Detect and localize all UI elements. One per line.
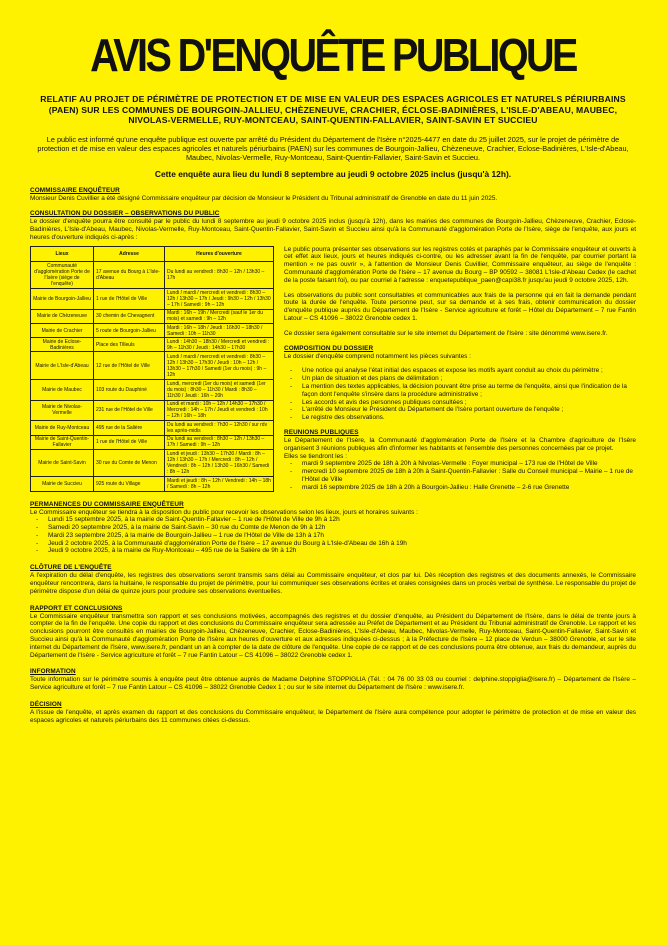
list-item: - Jeudi 2 octobre 2025, à la Communauté d'agglomération Porte de l'Isère – 17 avenue du Bourg à L'Isle-d'Abeau de 16h à 19h <box>48 540 636 548</box>
address-cell: 103 route du Dauphiné <box>94 379 165 400</box>
list-item: - Jeudi 9 octobre 2025, à la mairie de Ruy-Montceau – 495 rue de la Salière de 9h à 12h <box>48 547 636 555</box>
text-website: Ce dossier sera également consultable sur le site internet du Département de l'Isère : site dénommé www.isere.fr. <box>284 329 608 337</box>
list-item: - L'arrêté de Monsieur le Président du Département de l'Isère portant ouverture de l'enquête ; <box>302 406 636 414</box>
place-cell: Mairie de Maubec <box>31 379 94 400</box>
list-item: - Le registre des observations. <box>302 414 636 422</box>
list-item: - Lundi 15 septembre 2025, à la mairie de Saint-Quentin-Fallavier – 1 rue de l'Hôtel de Ville de 9h à 12h <box>48 516 636 524</box>
address-cell: 925 route du Village <box>94 477 165 491</box>
table-header: Adresse <box>94 246 165 261</box>
notice-title: AVIS D'ENQUÊTE PUBLIQUE <box>90 29 576 81</box>
heading-cloture: CLÔTURE DE L'ENQUÊTE <box>30 564 112 572</box>
text-communication: Les observations du public sont consultables et communicables aux frais de la personne qui en fait la demande pendant toute la durée de l'enquête. Toute personne peut, sur sa demande et à ses frais, obtenir communication du dossier d'enquête publique auprès du Département de l'Isère - Service agriculture et forêt – Hôtel du Département – 7 rue Fantin Latour – CS 41096 – 38022 Grenoble cedex 1. <box>284 291 636 322</box>
table-row <box>31 288 274 309</box>
place-cell: Mairie de Bourgoin-Jallieu <box>31 288 94 309</box>
text-reunions: Le Département de l'Isère, la Communauté d'agglomération Porte de l'Isère et la Chambre d'agriculture de l'Isère organisent 3 réunions publiques afin d'informer les habitants et l'ensemble des personnes concernées par ce projet. <box>284 436 636 452</box>
section-decision <box>30 701 636 725</box>
table-row <box>31 338 274 352</box>
address-cell: 495 rue de la Salière <box>94 421 165 435</box>
table-row <box>31 400 274 421</box>
permanence-list <box>30 516 636 555</box>
section-permanences <box>30 501 636 556</box>
section-reunions <box>284 429 636 492</box>
address-cell: 30 rue du Comte de Menon <box>94 449 165 476</box>
notice-dates: Cette enquête aura lieu du lundi 8 septembre au jeudi 9 octobre 2025 inclus (jusqu'à 12h). <box>154 169 512 180</box>
text-reunions-lead: Elles se tiendront les : <box>284 452 347 460</box>
text-observations: Le public pourra présenter ses observations sur les registres cotés et paraphés par le Commissaire enquêteur et ouverts à cet effet aux lieux, jours et heures indiqués ci-contre, ou les adresser avant la fin de l'enquête, par courrier portant la mention « ne pas ouvrir », à l'attention de Monsieur Denis Cuvillier, Commissaire enquêteur, au siège de l'enquête : Communauté d'agglomération Porte de l'Isère – 17 avenue du Bourg – BP 90592 – 38081 L'Isle-d'Abeau Cedex (le cachet de la poste faisant foi), ou par courriel à l'adresse : enquetepublique_paen@capi38.fr jusqu'au jeudi 9 octobre 2025, 12h. <box>284 245 636 284</box>
hours-cell: Du lundi au vendredi : 8h30 – 12h / 13h30 – 17h / Samedi : 9h – 12h <box>165 435 274 449</box>
address-cell: 17 avenue du Bourg à L'Isle-d'Abeau <box>94 261 165 288</box>
list-item: - Une notice qui analyse l'état initial des espaces et expose les motifs ayant conduit au choix du périmètre ; <box>302 367 636 375</box>
section-consultation <box>30 210 636 491</box>
text-consultation: Le dossier d'enquête pourra être consulté par le public du lundi 8 septembre au jeudi 9 octobre 2025 inclus (jusqu'à 12h), dans les mairies des communes de Bourgoin-Jallieu, Chèzeneuve, Crachier, Eclose-Badinières, L'Isle-d'Abeau, Maubec, Nivolas-Vermelle, Ruy-Montceau, Saint-Quentin-Fallavier, Saint-Savin et Succieu ainsi qu'à la Communauté d'agglomération Porte de l'Isère, siège de l'enquête, aux jours et heures d'ouverture indiqués ci-après : <box>30 218 636 241</box>
reunion-list <box>284 460 636 491</box>
table-row <box>31 309 274 323</box>
hours-cell: Lundi, mercredi (1er du mois) et samedi (1er du mois) : 8h30 – 11h30 / Mardi : 8h30 – 11h30 / Jeudi : 16h – 20h <box>165 379 274 400</box>
address-cell: 1 rue de l'Hôtel de Ville <box>94 435 165 449</box>
table-row <box>31 477 274 491</box>
hours-cell: Du lundi au vendredi : 8h30 – 12h / 13h30 – 17h <box>165 261 274 288</box>
text-cloture: A l'expiration du délai d'enquête, les registres des observations seront transmis sans délai au Commissaire enquêteur, et clos par lui. Dès réception des registres et des documents annexés, le Commissaire enquêteur rencontrera, dans la huitaine, le responsable du projet de périmètre, pour lui communiquer ses observations écrites et orales consignées dans un procès verbal de synthèse. Le responsable du projet de périmètre dispose d'un délai de quinze jours pour produire ses observations éventuelles. <box>30 572 636 595</box>
composition-list <box>284 367 636 422</box>
table-row <box>31 261 274 288</box>
hours-cell: Mardi : 16h – 18h / Jeudi : 16h30 – 18h30 / Samedi : 10h – 11h30 <box>165 323 274 337</box>
text-permanences: Le Commissaire enquêteur se tiendra à la disposition du public pour recevoir les observations selon les lieux, jours et horaires suivants : <box>30 508 418 516</box>
notice-subtitle: RELATIF AU PROJET DE PÉRIMÈTRE DE PROTECTION ET DE MISE EN VALEUR DES ESPACES AGRICOLES ET NATURELS PÉRIURBAINS (PAEN) SUR LES COMMUNES DE BOURGOIN-JALLIEU, CHÈZENEUVE, CRACHIER, ÉCLOSE-BADINIÈRES, L'ISLE-D'ABEAU, MAUBEC, NIVOLAS-VERMELLE, RUY-MONTCEAU, SAINT-QUENTIN-FALLAVIER, SAINT-SAVIN ET SUCCIEU <box>40 94 626 125</box>
section-cloture <box>30 564 636 595</box>
text-commissaire: Monsieur Denis Cuvillier a été désigné Commissaire enquêteur par décision de Monsieur le Président du Tribunal administratif de Grenoble en date du 11 juin 2025. <box>30 195 498 203</box>
hours-cell: Mardi et jeudi : 8h – 12h / Vendredi : 14h – 18h / Samedi : 8h – 12h <box>165 477 274 491</box>
place-cell: Mairie de Crachier <box>31 323 94 337</box>
text-decision: A l'issue de l'enquête, et après examen du rapport et des conclusions du Commissaire enquêteur, le Département de l'Isère aura compétence pour adopter le périmètre de protection et de mise en valeur des espaces agricoles et naturels périurbains des 11 communes citées ci-dessus. <box>30 709 636 724</box>
place-cell: Mairie de Saint-Quentin-Fallavier <box>31 435 94 449</box>
table-header: Lieux <box>31 246 94 261</box>
section-rapport <box>30 605 636 660</box>
list-item: - mardi 16 septembre 2025 de 18h à 20h à Bourgoin-Jallieu : Halle Grenette – 2-6 rue Grenette <box>302 484 636 492</box>
place-cell: Mairie de Ruy-Montceau <box>31 421 94 435</box>
list-item: - La mention des textes applicables, la décision pouvant être prise au terme de l'enquête, ainsi que l'indication de la façon dont l'enquête s'insère dans la procédure administrative ; <box>302 383 636 399</box>
table-header: Heures d'ouverture <box>165 246 274 261</box>
section-commissaire <box>30 187 636 203</box>
list-item: - Samedi 20 septembre 2025, à la mairie de Saint-Savin – 30 rue du Comte de Menon de 9h à 12h <box>48 524 636 532</box>
table-row <box>31 379 274 400</box>
list-item: - Les accords et avis des personnes publiques consultées ; <box>302 399 636 407</box>
heading-commissaire: COMMISSAIRE ENQUÊTEUR <box>30 187 120 195</box>
place-cell: Mairie de Nivolas-Vermelle <box>31 400 94 421</box>
place-cell: Mairie de L'Isle-d'Abeau <box>31 352 94 379</box>
list-item: - mardi 9 septembre 2025 de 18h à 20h à Nivolas-Vermelle : Foyer municipal – 173 rue de l'Hôtel de Ville <box>302 460 636 468</box>
opening-hours-table <box>30 246 274 492</box>
heading-consultation: CONSULTATION DU DOSSIER – OBSERVATIONS DU PUBLIC <box>30 210 220 218</box>
table-row <box>31 323 274 337</box>
address-cell: 30 chemin de Chevagnent <box>94 309 165 323</box>
address-cell: 231 rue de l'Hôtel de Ville <box>94 400 165 421</box>
heading-permanences: PERMANENCES DU COMMISSAIRE ENQUÊTEUR <box>30 500 184 508</box>
hours-cell: Lundi / mardi / mercredi et vendredi : 8h30 – 12h / 13h30 – 17h / Jeudi : 9h30 – 12h / 13h30 – 17h / Samedi : 9h – 12h <box>165 288 274 309</box>
address-cell: 5 route de Bourgoin-Jallieu <box>94 323 165 337</box>
hours-cell: Lundi : 14h30 – 18h30 / Mercredi et vendredi : 9h – 11h30 / Jeudi : 14h30 – 17h30 <box>165 338 274 352</box>
heading-decision: DÉCISION <box>30 701 62 709</box>
place-cell: Mairie de Saint-Savin <box>31 449 94 476</box>
place-cell: Communauté d'agglomération Porte de l'Isère (siège de l'enquête) <box>31 261 94 288</box>
list-item: - Un plan de situation et des plans de délimitation ; <box>302 375 636 383</box>
list-item: - mercredi 10 septembre 2025 de 18h à 20h à Saint-Quentin-Fallavier : Salle du Conseil municipal – Mairie – 1 rue de l'Hôtel de Ville <box>302 468 636 484</box>
notice-intro: Le public est informé qu'une enquête publique est ouverte par arrêté du Président du Département de l'Isère n°2025-4477 en date du 25 juillet 2025, sur le projet de périmètre de protection et de mise en valeur des espaces agricoles et naturels périurbains (PAEN) sur les communes de Bourgoin-Jallieu, Chèzeneuve, Crachier, Eclose-Badinières, L'Isle-d'Abeau, Maubec, Nivolas-Vermelle, Ruy-Montceau, Saint-Quentin-Fallavier, Saint-Savin et Succieu. <box>37 134 629 163</box>
table-row <box>31 421 274 435</box>
table-row <box>31 449 274 476</box>
text-composition: Le dossier d'enquête comprend notamment les pièces suivantes : <box>284 352 471 360</box>
hours-cell: Lundi et mardi : 10h – 12h / 14h30 – 17h30 / Mercredi : 14h – 17h / Jeudi et vendredi : 10h – 12h / 16h – 18h <box>165 400 274 421</box>
text-information: Toute information sur le périmètre soumis à enquête peut être obtenue auprès de Madame Delphine STOPPIGLIA (Tél. : 04 76 00 33 03 ou courriel : delphine.stoppiglia@isere.fr) – Département de l'Isère – Service agriculture et forêt – 7 rue Fantin Latour – CS 41096 – 38022 Grenoble Cedex 1 ; ou sur le site internet du Département de l'Isère : www.isere.fr. <box>30 676 636 692</box>
heading-reunions: REUNIONS PUBLIQUES <box>284 428 359 436</box>
place-cell: Mairie de Eclose-Badinières <box>31 338 94 352</box>
heading-information: INFORMATION <box>30 668 76 676</box>
observations-column <box>284 246 636 492</box>
place-cell: Mairie de Chèzeneuve <box>31 309 94 323</box>
address-cell: 12 rue de l'Hôtel de Ville <box>94 352 165 379</box>
address-cell: Place des Tilleuls <box>94 338 165 352</box>
address-cell: 1 rue de l'Hôtel de Ville <box>94 288 165 309</box>
list-item: - Mardi 23 septembre 2025, à la mairie de Bourgoin-Jallieu – 1 rue de l'Hôtel de Ville de 13h à 17h <box>48 532 636 540</box>
heading-composition: COMPOSITION DU DOSSIER <box>284 344 374 352</box>
hours-cell: Mardi : 16h – 19h / Mercredi (sauf le 1er du mois) et samedi : 9h – 12h <box>165 309 274 323</box>
text-rapport: Le Commissaire enquêteur transmettra son rapport et ses conclusions motivées, accompagnés des registres et du dossier d'enquête, au Président du Département de l'Isère, dans le délai de trente jours à compter de la fin de l'enquête. Une copie du rapport et des conclusions du Commissaire enquêteur sera adressée au Préfet de Département et au Président du Tribunal administratif de Grenoble. Le rapport et les conclusions pourront être consultés en mairies de Bourgoin-Jallieu, Chèzeneuve, Crachier, Eclose-Badinières, L'Isle-d'Abeau, Maubec, Nivolas-Vermelle, Ruy-Montceau, Saint-Quentin-Fallavier, Saint-Savin et Succieu ainsi qu'à la Communauté d'agglomération Porte de l'Isère aux heures d'ouverture et aux adresses indiquées ci-dessus ; à la Préfecture de l'Isère – 12 place de Verdun – 38000 Grenoble, et sur le site internet du Département de l'Isère, www.isere.fr, pendant un an à compter de la date de clôture de l'enquête. Une copie de ce rapport et de ces conclusions pourra être obtenue, aux frais du demandeur, auprès du Département de l'Isère - Service agriculture et forêt – 7 rue Fantin Latour – CS 41096 – 38022 Grenoble cedex 1. <box>30 612 636 659</box>
section-information <box>30 668 636 692</box>
heading-rapport: RAPPORT ET CONCLUSIONS <box>30 604 123 612</box>
hours-cell: Lundi et jeudi : 13h30 – 17h30 / Mardi : 8h – 12h / 13h30 – 17h / Mercredi : 8h – 12h / Vendredi : 8h – 12h / 13h30 – 16h30 / Samedi : 8h – 12h <box>165 449 274 476</box>
table-row <box>31 435 274 449</box>
hours-cell: Lundi / mardi / mercredi et vendredi : 8h30 – 12h / 13h30 – 17h30 / Jeudi : 10h – 12h / 13h30 – 17h30 / Samedi (1er du mois) : 9h – 12h <box>165 352 274 379</box>
hours-cell: Du lundi au vendredi : 7h30 – 12h30 / sur rdv les après-midis <box>165 421 274 435</box>
table-row <box>31 352 274 379</box>
place-cell: Mairie de Succieu <box>31 477 94 491</box>
